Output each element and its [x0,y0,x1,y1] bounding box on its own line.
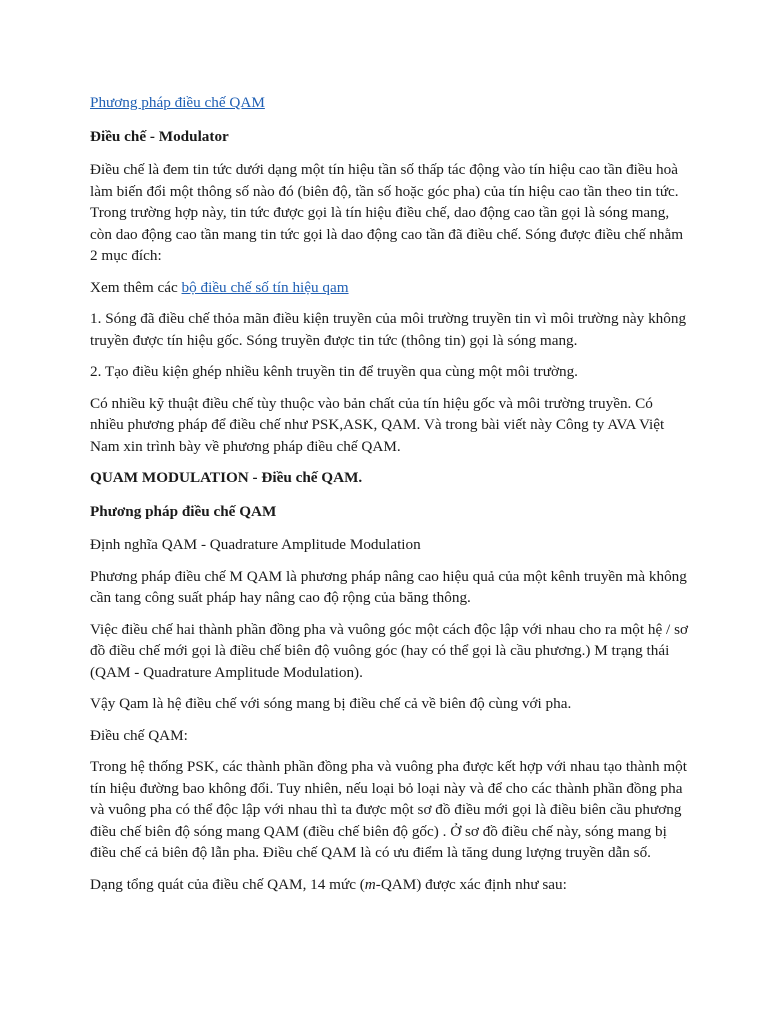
see-also-link[interactable]: bộ điều chế số tín hiệu qam [181,278,349,296]
see-also-paragraph [90,277,688,299]
general-form-paragraph [90,874,688,896]
title-link[interactable]: Phương pháp điều chế QAM [90,94,265,111]
definition-line: Định nghĩa QAM - Quadrature Amplitude Modulation [90,536,421,553]
see-also-prefix: Xem thêm các [90,278,182,296]
general-suffix: -QAM) được xác định như sau: [375,875,567,893]
heading-method: Phương pháp điều chế QAM [90,502,277,520]
list-item-1: 1. Sóng đã điều chế thỏa mãn điều kiện truyền của môi trường truyền tin vì môi trường này không truyền được tín hiệu gốc. Sóng truyền được tin tức (thông tin) gọi là sóng mang. [90,310,687,349]
paragraph-5: Vậy Qam là hệ điều chế với sóng mang bị điều chế cả về biên độ cùng với pha. [90,695,572,712]
list-item-2: 2. Tạo điều kiện ghép nhiều kênh truyền tin để truyền qua cùng một môi trường. [90,363,578,380]
paragraph-2: Có nhiều kỹ thuật điều chế tùy thuộc vào bản chất của tín hiệu gốc và môi trường truyền. Có nhiều phương pháp để điều chế như PSK,ASK, QAM. Và trong bài viết này Công ty AVA Việt Nam xin trình bày về phương pháp điều chế QAM. [90,394,665,455]
general-prefix: Dạng tổng quát của điều chế QAM, 14 mức ( [90,875,365,893]
paragraph-4: Việc điều chế hai thành phần đồng pha và vuông góc một cách độc lập với nhau cho ra một hệ / sơ đồ điều chế mới gọi là điều chế biên độ vuông góc (hay có thể gọi là cầu phương.) M trạng thái (QAM - Quadrature Amplitude Modulation). [90,620,689,681]
paragraph-6: Trong hệ thống PSK, các thành phần đồng pha và vuông pha được kết hợp với nhau tạo thành một tín hiệu đường bao không đổi. Tuy nhiên, nếu loại bỏ loại này và để cho các thành phần đồng pha và vuông pha có thể độc lập với nhau thì ta được một sơ đồ điều mới gọi là điều biên cầu phương điều chế biên độ sóng mang QAM (điều chế biên độ gốc) . Ở sơ đồ điều chế này, sóng mang bị điều chế cả biên độ lẫn pha. Điều chế QAM là có ưu điểm là tăng dung lượng truyền dẫn số. [90,758,687,861]
heading-quam: QUAM MODULATION - Điều chế QAM. [90,469,363,486]
paragraph-1: Điều chế là đem tin tức dưới dạng một tín hiệu tần số thấp tác động vào tín hiệu cao tần điều hoà làm biến đổi một thông số nào đó (biên độ, tần số hoặc góc pha) của tín hiệu cao tần theo tin tức. Trong trường hợp này, tin tức được gọi là tín hiệu điều chế, dao động cao tần gọi là sóng mang, còn dao động cao tần mang tin tức gọi là dao động cao tần đã điều chế. Sóng được điều chế nhằm 2 mục đích: [90,161,684,264]
paragraph-3: Phương pháp điều chế M QAM là phương pháp nâng cao hiệu quả của một kênh truyền mà không cần tang công suất pháp hay nâng cao độ rộng của băng thông. [90,567,687,606]
heading-modulator: Điều chế - Modulator [90,127,229,145]
label-qam: Điều chế QAM: [90,726,188,744]
general-italic: m [364,875,376,893]
